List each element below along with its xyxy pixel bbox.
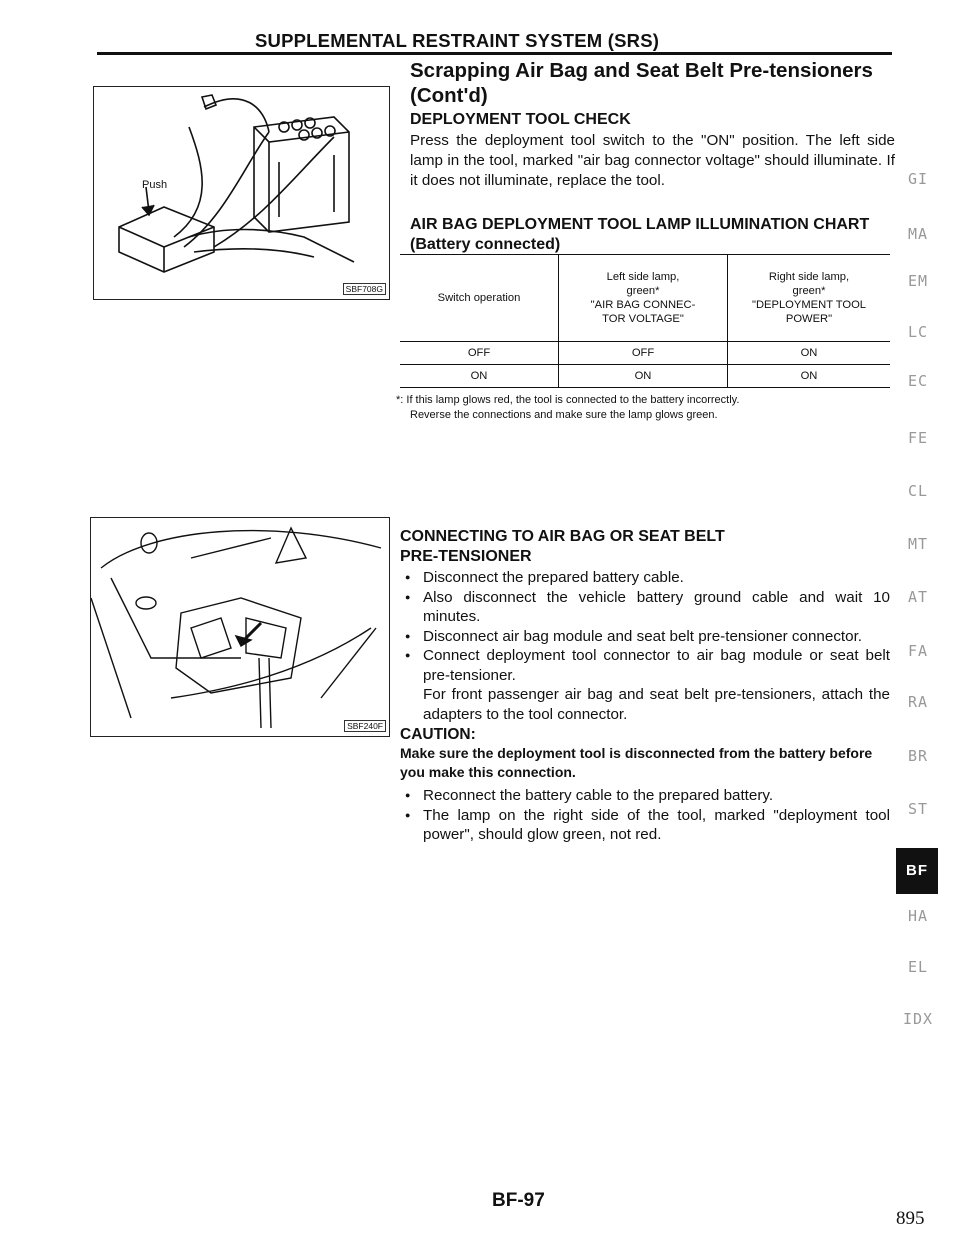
figure-code-2: SBF240F xyxy=(344,720,386,732)
connecting-steps xyxy=(405,568,890,685)
cell: ON xyxy=(559,365,728,388)
tab-em[interactable]: EM xyxy=(907,272,929,290)
chart-heading-line1: AIR BAG DEPLOYMENT TOOL LAMP ILLUMINATION CHART xyxy=(410,216,870,233)
chart-footnote xyxy=(396,393,896,423)
tab-lc[interactable]: LC xyxy=(907,323,929,341)
list-item: ● Also disconnect the vehicle battery ground cable and wait 10 minutes. xyxy=(405,588,890,627)
tab-bf-active[interactable]: BF xyxy=(896,848,938,894)
header-left-lamp-line: Left side lamp, xyxy=(606,271,680,283)
table-row xyxy=(400,365,890,388)
page-number: 895 xyxy=(896,1208,925,1229)
list-item: ● Disconnect the prepared battery cable. xyxy=(405,568,890,588)
table-row xyxy=(400,342,890,365)
header-right-lamp-line: green* xyxy=(792,285,826,297)
section-index-tabs xyxy=(898,0,958,1242)
tab-br[interactable]: BR xyxy=(907,747,929,765)
list-item: ● Disconnect air bag module and seat belt pre-tensioner connector. xyxy=(405,627,890,647)
cell: ON xyxy=(400,365,559,388)
chart-heading-line2: (Battery connected) xyxy=(410,236,561,253)
tab-st[interactable]: ST xyxy=(907,800,929,818)
header-right-lamp-line: "DEPLOYMENT TOOL xyxy=(751,299,867,311)
connecting-body xyxy=(400,568,890,845)
connecting-heading-line1: CONNECTING TO AIR BAG OR SEAT BELT xyxy=(400,528,725,545)
tab-gi[interactable]: GI xyxy=(907,170,929,188)
footnote-line2: Reverse the connections and make sure the lamp glows green. xyxy=(410,409,718,421)
tab-ra[interactable]: RA xyxy=(907,693,929,711)
lamp-chart-table xyxy=(400,255,890,388)
header-left-lamp-line: TOR VOLTAGE" xyxy=(602,313,684,325)
deployment-check-text: Press the deployment tool switch to the "ON" position. The left side lamp in the tool, marked "air bag connector voltage" should illuminate. If it does not illuminate, replace the tool. xyxy=(410,132,895,189)
tab-fa[interactable]: FA xyxy=(907,642,929,660)
cell: ON xyxy=(728,365,891,388)
tab-idx[interactable]: IDX xyxy=(902,1010,934,1028)
page-code: BF-97 xyxy=(492,1190,545,1211)
figure-airbag-connector xyxy=(90,517,390,737)
deployment-check-heading: DEPLOYMENT TOOL CHECK xyxy=(410,111,631,128)
cell: ON xyxy=(728,342,891,365)
connecting-heading-line2: PRE-TENSIONER xyxy=(400,548,532,565)
caution-title: CAUTION: xyxy=(400,726,476,743)
caution-text: Make sure the deployment tool is disconnected from the battery before you make this connection. xyxy=(400,745,873,780)
cell: OFF xyxy=(400,342,559,365)
header-left-lamp-line: "AIR BAG CONNEC- xyxy=(590,299,696,311)
tab-at[interactable]: AT xyxy=(907,588,929,606)
tab-fe[interactable]: FE xyxy=(907,429,929,447)
connecting-steps-2 xyxy=(405,786,890,845)
list-item: ● Connect deployment tool connector to air bag module or seat belt pre-tensioner. xyxy=(405,646,890,685)
header-right-lamp-line: Right side lamp, xyxy=(768,271,850,283)
figure-code-1: SBF708G xyxy=(343,283,386,295)
section-title: Scrapping Air Bag and Seat Belt Pre-tensioners (Cont'd) xyxy=(410,59,873,107)
tab-mt[interactable]: MT xyxy=(907,535,929,553)
tab-ha[interactable]: HA xyxy=(907,907,929,925)
header-switch-operation: Switch operation xyxy=(400,255,559,342)
chart-heading xyxy=(410,215,869,255)
header-left-lamp xyxy=(559,255,728,342)
footnote-line1: *: If this lamp glows red, the tool is connected to the battery incorrectly. xyxy=(396,394,740,406)
tab-cl[interactable]: CL xyxy=(907,482,929,500)
tab-ec[interactable]: EC xyxy=(907,372,929,390)
lamp-chart xyxy=(400,254,890,388)
tab-el[interactable]: EL xyxy=(907,958,929,976)
list-item: ● Reconnect the battery cable to the prepared battery. xyxy=(405,786,890,806)
connecting-heading xyxy=(400,527,725,567)
chart-header-row xyxy=(400,255,890,342)
page-header-title: SUPPLEMENTAL RESTRAINT SYSTEM (SRS) xyxy=(255,30,660,51)
header-right-lamp xyxy=(728,255,891,342)
list-item: ● The lamp on the right side of the tool, marked "deployment tool power", should glow green, not red. xyxy=(405,806,890,845)
push-label: Push xyxy=(142,179,168,191)
header-left-lamp-line: green* xyxy=(626,285,660,297)
header-rule xyxy=(97,52,892,55)
airbag-connector-illustration xyxy=(91,518,389,736)
header-right-lamp-line: POWER" xyxy=(785,313,833,325)
tab-ma[interactable]: MA xyxy=(907,225,929,243)
battery-tool-illustration xyxy=(94,87,389,299)
adapter-note: For front passenger air bag and seat belt pre-tensioners, attach the adapters to the tool connector. xyxy=(423,686,890,723)
figure-battery-tool xyxy=(93,86,390,300)
cell: OFF xyxy=(559,342,728,365)
